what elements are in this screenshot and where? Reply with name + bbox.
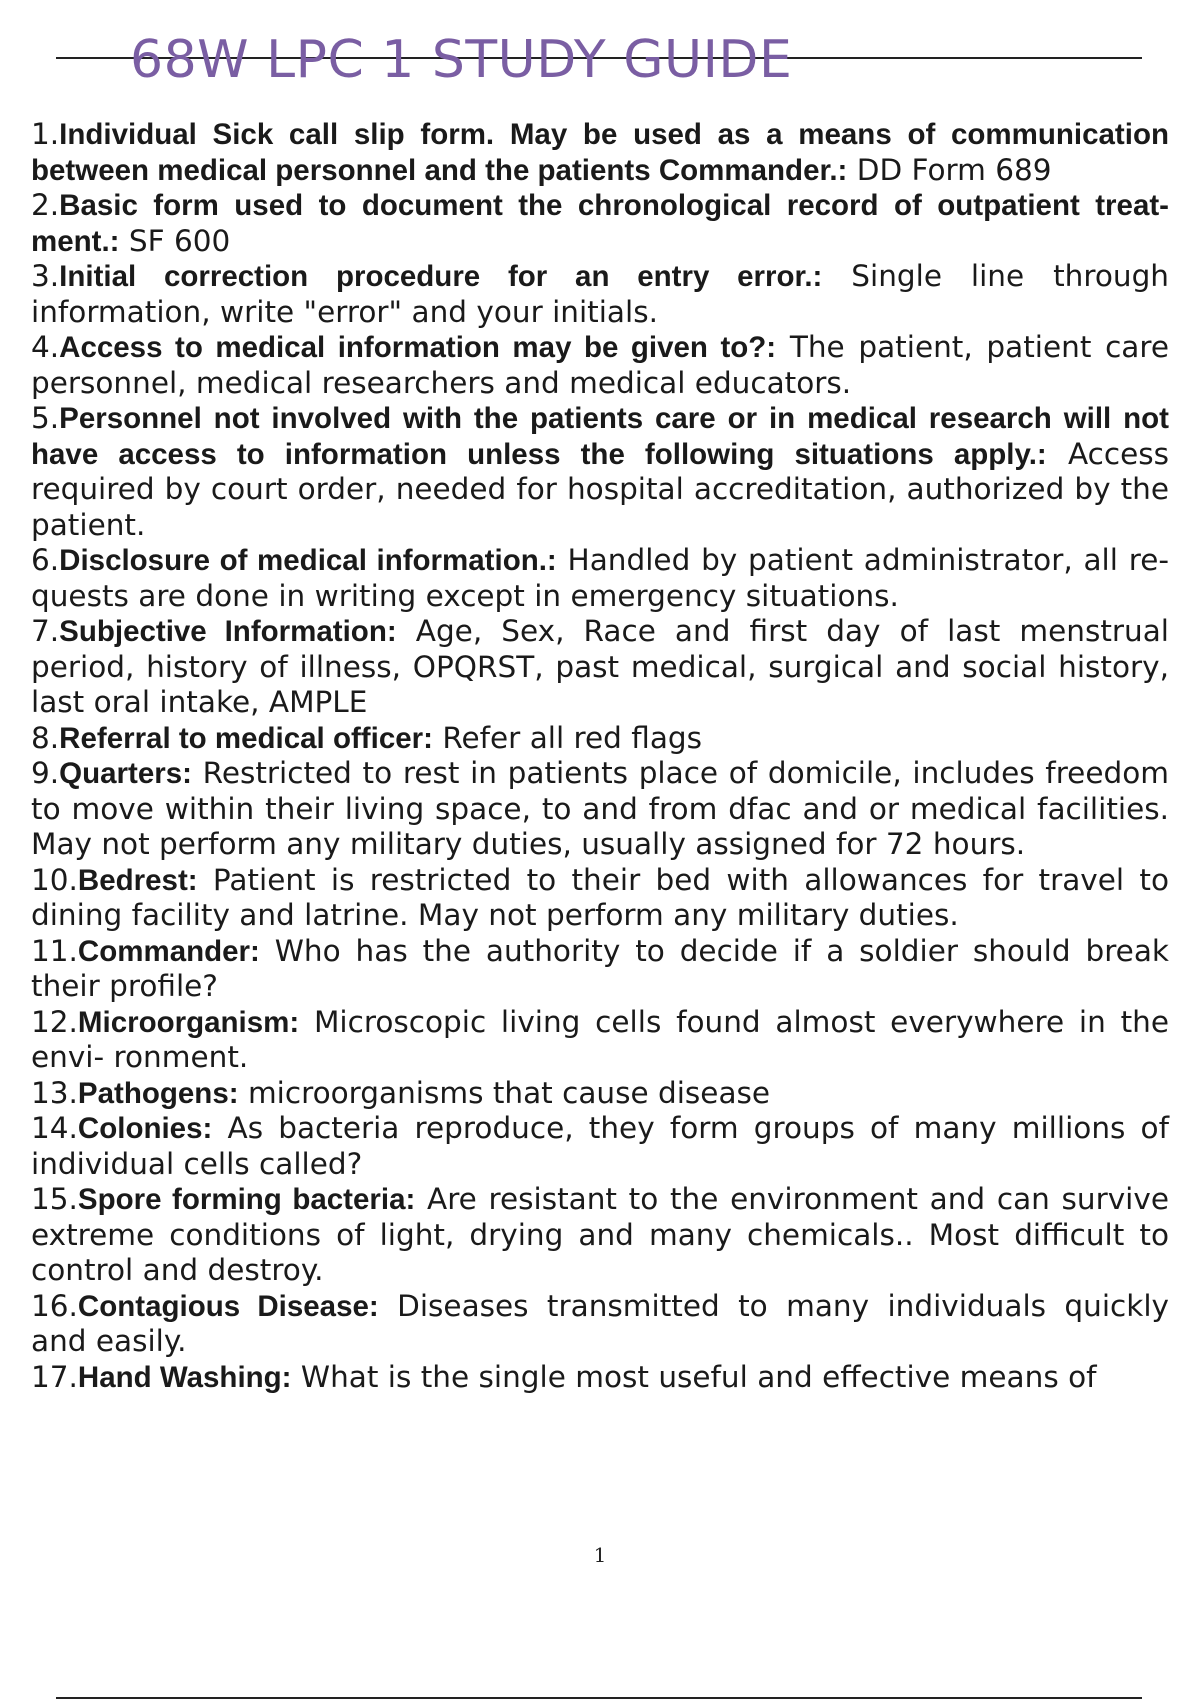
item-term: Colonies: <box>77 1112 213 1145</box>
list-item <box>31 259 1169 330</box>
item-term: Personnel not involved with the patients care or in medical research will not have access to information unless the following situations apply.: <box>31 402 1169 471</box>
item-term: Hand Washing: <box>77 1360 292 1394</box>
item-definition: Are resistant to the environment and can survive extreme conditions of light, drying and many chemicals.. Most difficult to control and destroy. <box>31 1182 1169 1287</box>
list-item <box>31 188 1169 259</box>
item-definition: Refer all red flags <box>442 720 703 755</box>
list-item <box>31 863 1169 934</box>
item-term: Spore forming bacteria: <box>77 1183 416 1216</box>
item-number: 2. <box>31 188 60 222</box>
item-number: 1. <box>31 117 60 151</box>
item-number: 14. <box>31 1111 78 1145</box>
list-item <box>31 401 1169 543</box>
item-term: Referral to medical officer: <box>59 721 433 755</box>
item-number: 15. <box>31 1182 78 1216</box>
item-definition: Age, Sex, Race and first day of last menstrual period, history of illness, OPQRST, past medical, surgical and social history, last oral intake, AMPLE <box>31 614 1169 719</box>
page-number: 1 <box>593 1543 607 1567</box>
item-term: Quarters: <box>59 757 192 790</box>
item-definition: Restricted to rest in patients place of domicile, includes freedom to move within their living space, to and from dfac and or medical facilities. May not perform any military duties, usually assigned for 72 hours. <box>31 756 1169 861</box>
item-definition: Single line through information, write "error" and your initials. <box>31 259 1169 329</box>
item-definition: microorganisms that cause disease <box>247 1075 771 1110</box>
item-definition: What is the single most useful and effective means of <box>300 1359 1097 1394</box>
item-number: 7. <box>31 614 60 648</box>
list-item <box>31 1076 1169 1112</box>
item-term: Access to medical information may be given to?: <box>59 331 777 364</box>
page-title: 68W LPC 1 STUDY GUIDE <box>130 30 793 90</box>
item-term: Subjective Information: <box>59 615 397 648</box>
item-number: 12. <box>31 1004 78 1039</box>
list-item <box>31 614 1169 721</box>
item-definition: Diseases transmitted to many individuals quickly and easily. <box>31 1288 1169 1358</box>
item-number: 6. <box>31 543 60 577</box>
list-item <box>31 721 1169 757</box>
item-number: 17. <box>31 1359 78 1394</box>
item-definition: Who has the authority to decide if a soldier should break their profile? <box>31 933 1169 1003</box>
item-definition: DD Form 689 <box>856 152 1052 187</box>
item-definition: As bacteria reproduce, they form groups of many millions of individual cells called? <box>31 1111 1169 1181</box>
item-term: Commander: <box>77 934 260 968</box>
item-term: Initial correction procedure for an entry error.: <box>59 260 823 293</box>
question-list <box>31 117 1169 1395</box>
item-number: 13. <box>31 1075 78 1110</box>
item-term: Bedrest: <box>77 863 198 897</box>
item-term: Pathogens: <box>77 1076 239 1110</box>
item-term: Individual Sick call slip form. May be used as a means of communication between medical personnel and the patients Commander.: <box>31 118 1169 187</box>
bottom-divider <box>56 1697 1142 1699</box>
list-item <box>31 330 1169 401</box>
list-item <box>31 1182 1169 1289</box>
item-number: 11. <box>31 933 78 968</box>
list-item <box>31 117 1169 188</box>
item-number: 5. <box>31 401 60 435</box>
item-definition: The patient, patient care personnel, medical researchers and medical educators. <box>31 330 1169 400</box>
list-item <box>31 543 1169 614</box>
item-definition: Access required by court order, needed for hospital accreditation, authorized by the patient. <box>31 436 1169 542</box>
list-item <box>31 934 1169 1005</box>
item-definition: Handled by patient administrator, all re- quests are done in writing except in emergency situations. <box>31 543 1169 613</box>
list-item <box>31 1360 1169 1396</box>
item-number: 4. <box>31 330 60 364</box>
list-item <box>31 756 1169 863</box>
item-term: Microorganism: <box>77 1005 300 1039</box>
item-term: Contagious Disease: <box>77 1289 379 1323</box>
list-item <box>31 1289 1169 1360</box>
list-item <box>31 1005 1169 1076</box>
item-number: 16. <box>31 1288 78 1323</box>
item-definition: SF 600 <box>128 223 231 258</box>
item-definition: Microscopic living cells found almost everywhere in the envi- ronment. <box>31 1004 1169 1074</box>
item-term: Disclosure of medical information.: <box>59 544 557 577</box>
item-term: Basic form used to document the chronological record of outpatient treat- ment.: <box>31 189 1169 258</box>
item-number: 9. <box>31 756 60 790</box>
item-number: 10. <box>31 862 78 897</box>
item-number: 3. <box>31 259 60 293</box>
item-number: 8. <box>31 720 60 755</box>
item-definition: Patient is restricted to their bed with allowances for travel to dining facility and latrine. May not perform any military duties. <box>31 862 1169 932</box>
list-item <box>31 1111 1169 1182</box>
